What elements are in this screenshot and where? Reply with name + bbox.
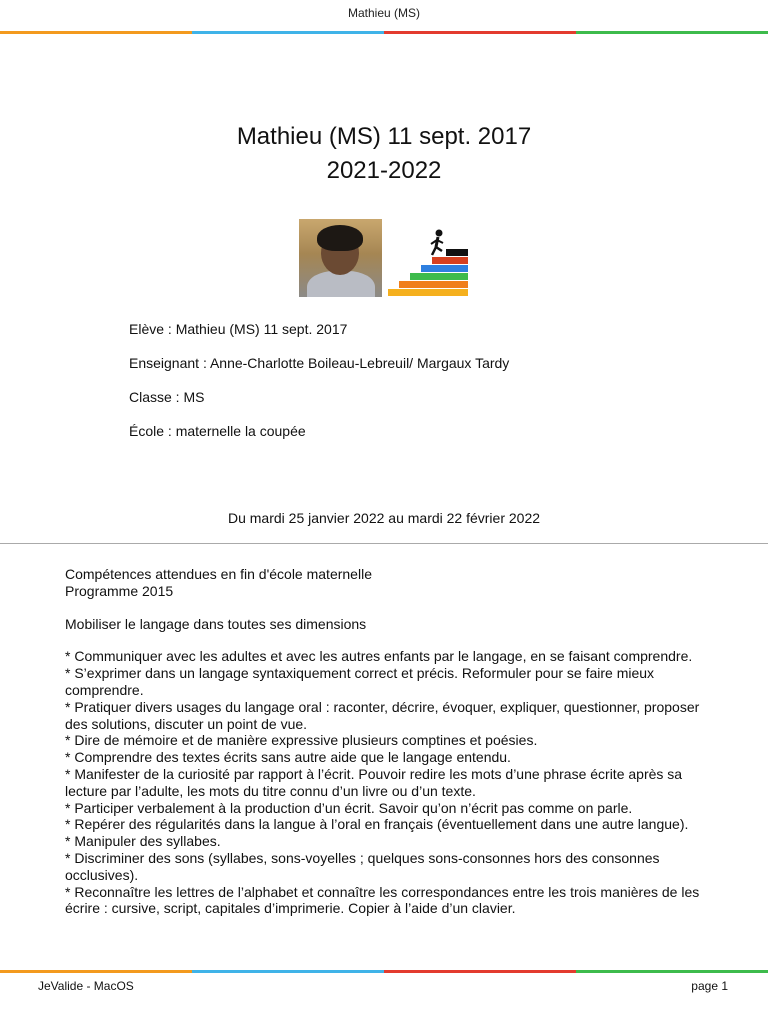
competence-item: * Reconnaître les lettres de l’alphabet et connaître les correspondances entre les trois manières de les écrire : cursive, script, capitales d’imprimerie. Copier à l’aide d’un clavier. [65, 883, 700, 917]
competence-item: * Discriminer des sons (syllabes, sons-voyelles ; quelques sons-consonnes hors des consonnes occlusives). [65, 849, 660, 883]
competence-item: * Dire de mémoire et de manière expressive plusieurs comptines et poésies. [65, 732, 538, 749]
competence-item: * Repérer des régularités dans la langue à l’oral en français (éventuellement dans une autre langue). [65, 816, 689, 833]
student-photo [299, 219, 382, 297]
cover-title-line1: Mathieu (MS) 11 sept. 2017 [236, 123, 532, 150]
competence-item: * S’exprimer dans un langage syntaxiquement correct et précis. Reformuler pour se faire mieux comprendre. [65, 665, 655, 698]
footer-page-number: page 1 [691, 979, 728, 993]
domain-title: Mobiliser le langage dans toutes ses dimensions [65, 615, 367, 632]
class-field: Classe : MS [129, 389, 205, 405]
school-field: École : maternelle la coupée [129, 423, 306, 439]
competences-heading: Compétences attendues en fin d'école maternelle [65, 566, 372, 582]
bottom-color-bar [0, 970, 768, 973]
competence-item: * Manipuler des syllabes. [65, 833, 221, 850]
competence-item: * Manifester de la curiosité par rapport à l’écrit. Pouvoir redire les mots d’une phrase écrite après sa lecture par l’adulte, les mots du titre connu d’un livre ou d’un texte. [65, 765, 683, 799]
competence-item: * Communiquer avec les adultes et avec les autres enfants par le langage, en se faisant comprendre. [65, 648, 693, 665]
competence-item: * Pratiquer divers usages du langage oral : raconter, décrire, évoquer, expliquer, questionner, proposer des solutions, discuter un point de vue. [65, 698, 700, 732]
running-title: Mathieu (MS) [347, 6, 421, 20]
competence-item: * Comprendre des textes écrits sans autre aide que le langage entendu. [65, 749, 511, 766]
period-range: Du mardi 25 janvier 2022 au mardi 22 février 2022 [227, 510, 541, 526]
student-field: Elève : Mathieu (MS) 11 sept. 2017 [129, 321, 348, 337]
competences-section [65, 566, 715, 917]
top-color-bar [0, 31, 768, 34]
cover-title-line2: 2021-2022 [326, 157, 442, 184]
divider [0, 543, 768, 544]
teacher-field: Enseignant : Anne-Charlotte Boileau-Lebreuil/ Margaux Tardy [129, 355, 510, 371]
stairs-progress-icon [386, 227, 470, 297]
programme-label: Programme 2015 [65, 582, 174, 599]
competence-item: * Participer verbalement à la production d’un écrit. Savoir qu’on n’écrit pas comme on parle. [65, 799, 633, 816]
footer-app-name: JeValide - MacOS [38, 979, 134, 993]
cover-title [0, 120, 768, 188]
